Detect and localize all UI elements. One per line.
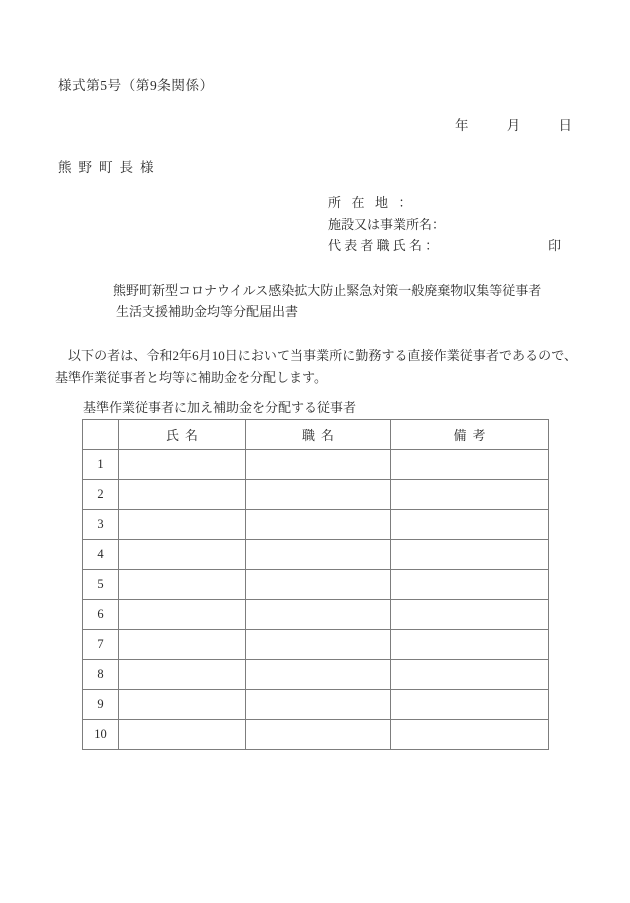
row-number: 9 bbox=[83, 690, 119, 720]
row-name-cell[interactable] bbox=[119, 630, 246, 660]
applicant-field-facility-row bbox=[328, 214, 445, 236]
applicant-field-representative-colon: ： bbox=[425, 238, 439, 253]
date-month-label: 月 bbox=[506, 118, 521, 133]
applicant-field-representative-label: 代表者職氏名 bbox=[328, 238, 426, 253]
table-caption: 基準作業従事者に加え補助金を分配する従事者 bbox=[83, 400, 357, 415]
row-name-cell[interactable] bbox=[119, 600, 246, 630]
row-number: 10 bbox=[83, 720, 119, 750]
row-name-cell[interactable] bbox=[119, 510, 246, 540]
table-header-remarks: 備考 bbox=[391, 420, 549, 450]
row-remarks-cell[interactable] bbox=[391, 660, 549, 690]
row-name-cell[interactable] bbox=[119, 720, 246, 750]
row-remarks-cell[interactable] bbox=[391, 510, 549, 540]
table-body bbox=[83, 450, 549, 750]
row-remarks-cell[interactable] bbox=[391, 570, 549, 600]
row-remarks-cell[interactable] bbox=[391, 540, 549, 570]
document-title-line-2: 生活支援補助金均等分配届出書 bbox=[116, 304, 299, 319]
row-job-title-cell[interactable] bbox=[246, 510, 391, 540]
applicant-field-facility-label: 施設又は事業所名 bbox=[328, 216, 433, 232]
row-number: 8 bbox=[83, 660, 119, 690]
row-remarks-cell[interactable] bbox=[391, 600, 549, 630]
document-title-line-1: 熊野町新型コロナウイルス感染拡大防止緊急対策一般廃棄物収集等従事者 bbox=[113, 283, 542, 298]
row-number: 4 bbox=[83, 540, 119, 570]
row-name-cell[interactable] bbox=[119, 690, 246, 720]
addressee: 熊野町長様 bbox=[58, 160, 161, 175]
row-number: 6 bbox=[83, 600, 119, 630]
applicant-info-block bbox=[328, 192, 562, 257]
applicant-field-facility-colon: ： bbox=[432, 216, 446, 232]
employee-roster-table bbox=[82, 419, 549, 750]
row-job-title-cell[interactable] bbox=[246, 570, 391, 600]
body-paragraph: 以下の者は、令和2年6月10日において当事業所に勤務する直接作業従事者であるので、基準作業従事者と均等に補助金を分配します。 bbox=[55, 348, 577, 385]
row-remarks-cell[interactable] bbox=[391, 480, 549, 510]
table-row bbox=[83, 690, 549, 720]
row-number: 5 bbox=[83, 570, 119, 600]
row-job-title-cell[interactable] bbox=[246, 630, 391, 660]
row-name-cell[interactable] bbox=[119, 660, 246, 690]
table-row bbox=[83, 450, 549, 480]
date-day-label: 日 bbox=[558, 118, 573, 133]
row-job-title-cell[interactable] bbox=[246, 690, 391, 720]
date-year-label: 年 bbox=[455, 118, 469, 133]
row-remarks-cell[interactable] bbox=[391, 720, 549, 750]
row-number: 2 bbox=[83, 480, 119, 510]
table-row bbox=[83, 660, 549, 690]
table-header-row bbox=[83, 420, 549, 450]
row-name-cell[interactable] bbox=[119, 570, 246, 600]
row-name-cell[interactable] bbox=[119, 540, 246, 570]
applicant-field-address-colon: ： bbox=[398, 195, 412, 210]
row-job-title-cell[interactable] bbox=[246, 720, 391, 750]
table-row bbox=[83, 480, 549, 510]
row-number: 7 bbox=[83, 630, 119, 660]
table-row bbox=[83, 540, 549, 570]
applicant-field-address-row bbox=[328, 192, 445, 214]
date-line bbox=[455, 119, 573, 133]
table-header-name: 氏名 bbox=[119, 420, 246, 450]
row-job-title-cell[interactable] bbox=[246, 480, 391, 510]
applicant-field-representative-row bbox=[328, 235, 562, 257]
row-job-title-cell[interactable] bbox=[246, 540, 391, 570]
table-header-number bbox=[83, 420, 119, 450]
document-title bbox=[113, 280, 541, 322]
row-number: 1 bbox=[83, 450, 119, 480]
table-header-job-title: 職名 bbox=[246, 420, 391, 450]
row-job-title-cell[interactable] bbox=[246, 450, 391, 480]
row-number: 3 bbox=[83, 510, 119, 540]
table-row bbox=[83, 630, 549, 660]
row-name-cell[interactable] bbox=[119, 450, 246, 480]
table-row bbox=[83, 600, 549, 630]
table-row bbox=[83, 570, 549, 600]
seal-stamp-mark: 印 bbox=[548, 238, 562, 253]
row-remarks-cell[interactable] bbox=[391, 450, 549, 480]
table-row bbox=[83, 720, 549, 750]
row-remarks-cell[interactable] bbox=[391, 690, 549, 720]
applicant-field-address-label: 所在地 bbox=[328, 195, 399, 210]
form-number: 様式第5号（第9条関係） bbox=[58, 78, 214, 93]
row-name-cell[interactable] bbox=[119, 480, 246, 510]
row-job-title-cell[interactable] bbox=[246, 660, 391, 690]
table-row bbox=[83, 510, 549, 540]
row-job-title-cell[interactable] bbox=[246, 600, 391, 630]
row-remarks-cell[interactable] bbox=[391, 630, 549, 660]
